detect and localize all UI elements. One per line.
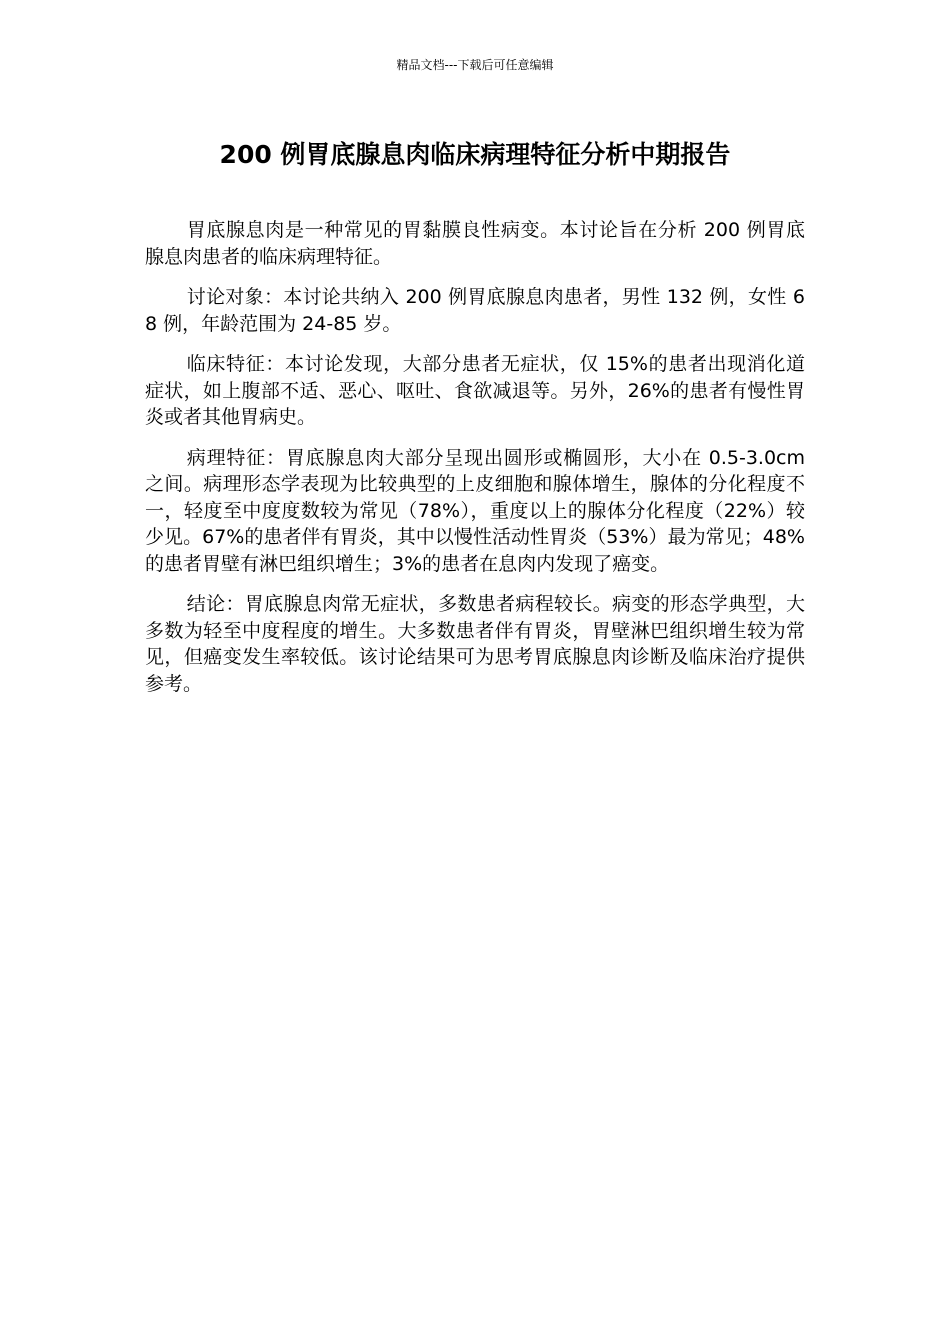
paragraph-pathological-features: 病理特征：胃底腺息肉大部分呈现出圆形或椭圆形，大小在 0.5-3.0cm 之间。病理形态学表现为比较典型的上皮细胞和腺体增生，腺体的分化程度不一，轻度至中度度数较为常见（78%），重度以上的腺体分化程度（22%）较少见。67%的患者伴有胃炎，其中以慢性活动性胃炎（53%）最为常见；48%的患者胃壁有淋巴组织增生；3%的患者在息肉内发现了癌变。	[145, 446, 805, 575]
paragraph-intro: 胃底腺息肉是一种常见的胃黏膜良性病变。本讨论旨在分析 200 例胃底腺息肉患者的临床病理特征。	[145, 219, 805, 268]
paragraph-subjects: 讨论对象：本讨论共纳入 200 例胃底腺息肉患者，男性 132 例，女性 68 例，年龄范围为 24-85 岁。	[145, 286, 805, 335]
document-title: 200 例胃底腺息肉临床病理特征分析中期报告	[219, 140, 731, 169]
paragraph-conclusion: 结论：胃底腺息肉常无症状，多数患者病程较长。病变的形态学典型，大多数为轻至中度程度的增生。大多数患者伴有胃炎，胃壁淋巴组织增生较为常见，但癌变发生率较低。该讨论结果可为思考胃底腺息肉诊断及临床治疗提供参考。	[145, 593, 805, 695]
paragraph-clinical-features: 临床特征：本讨论发现，大部分患者无症状，仅 15%的患者出现消化道症状，如上腹部不适、恶心、呕吐、食欲减退等。另外，26%的患者有慢性胃炎或者其他胃病史。	[145, 353, 805, 428]
page-header: 精品文档---下载后可任意编辑	[396, 58, 554, 72]
document-body	[145, 217, 805, 711]
